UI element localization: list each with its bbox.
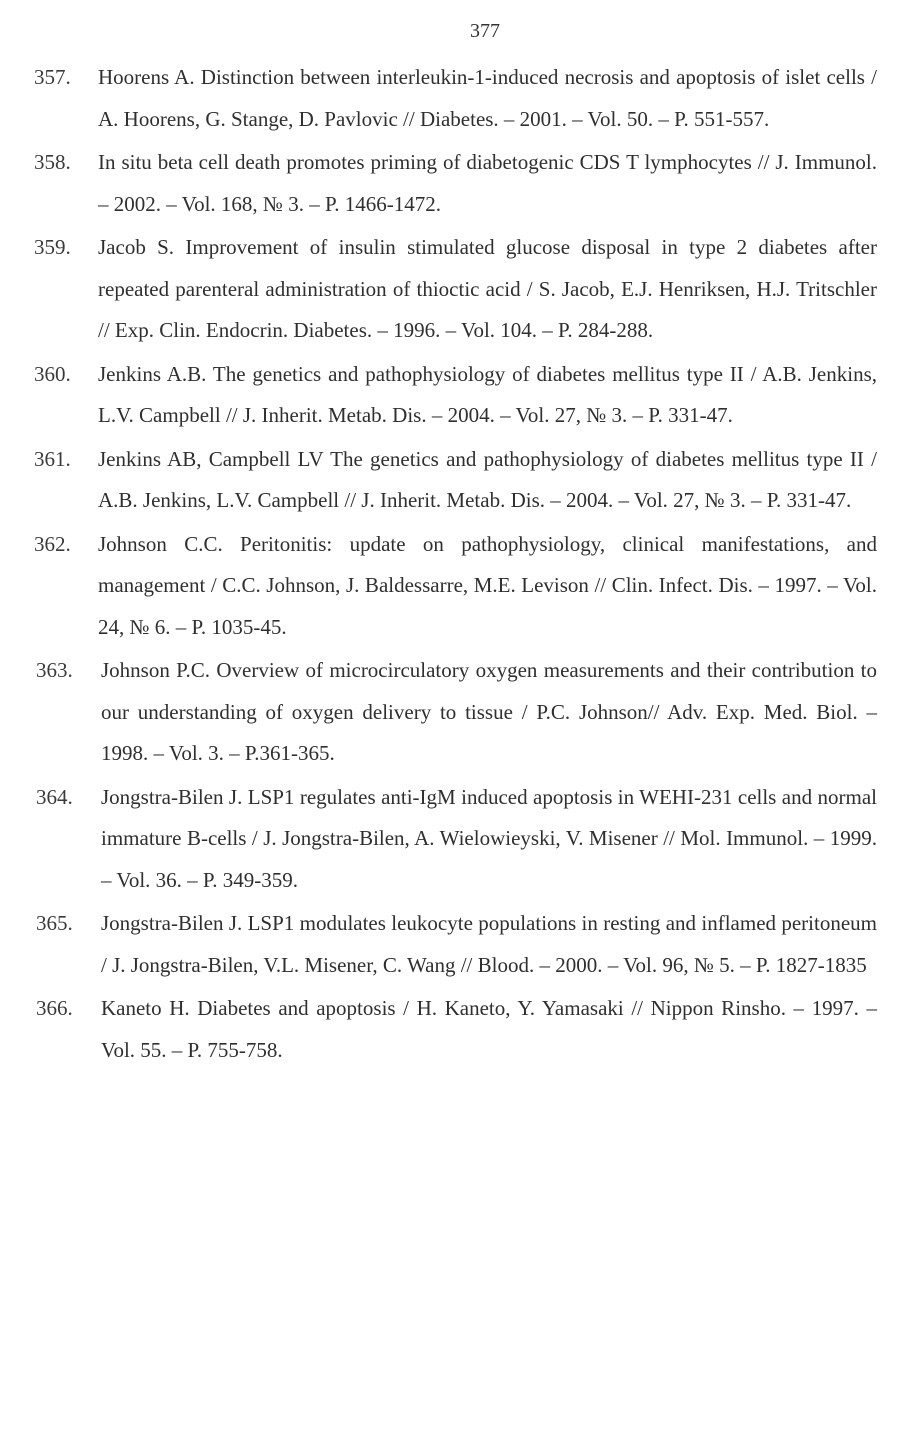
reference-number: 359.	[34, 235, 71, 259]
reference-item	[0, 142, 913, 225]
reference-number: 361.	[34, 446, 71, 471]
reference-number: 360.	[34, 361, 71, 386]
reference-text: Kaneto H. Diabetes and apoptosis / H. Kaneto, Y. Yamasaki // Nippon Rinsho. – 1997. – Vol. 55. – P. 755-758.	[101, 996, 877, 1062]
reference-item	[0, 777, 913, 902]
reference-item	[0, 439, 913, 522]
reference-item	[0, 354, 913, 437]
reference-text: Jongstra-Bilen J. LSP1 regulates anti-IgM induced apoptosis in WEHI-231 cells and normal immature B-cells / J. Jongstra-Bilen, A. Wielowieyski, V. Misener // Mol. Immunol. – 1999. – Vol. 36. – P. 349-359.	[101, 784, 877, 892]
reference-number: 357.	[34, 65, 71, 89]
reference-number: 365.	[36, 911, 73, 935]
reference-item	[0, 988, 913, 1071]
reference-text: Johnson C.C. Peritonitis: update on pathophysiology, clinical manifestations, and management / C.C. Johnson, J. Baldessarre, M.E. Levison // Clin. Infect. Dis. – 1997. – Vol. 24, № 6. – P. 1035-45.	[98, 531, 877, 639]
reference-item	[0, 57, 913, 140]
reference-text: Hoorens A. Distinction between interleukin-1-induced necrosis and apoptosis of islet cells / A. Hoorens, G. Stange, D. Pavlovic // Diabetes. – 2001. – Vol. 50. – P. 551-557.	[98, 65, 877, 131]
reference-list	[0, 57, 913, 1073]
reference-text: Jongstra-Bilen J. LSP1 modulates leukocyte populations in resting and inflamed peritoneum / J. Jongstra-Bilen, V.L. Misener, C. Wang // Blood. – 2000. – Vol. 96, № 5. – P. 1827-1835	[101, 911, 877, 977]
reference-number: 364.	[36, 784, 73, 809]
reference-item	[0, 227, 913, 352]
reference-number: 363.	[36, 658, 73, 682]
reference-number: 358.	[34, 150, 71, 174]
reference-text: Jenkins AB, Campbell LV The genetics and pathophysiology of diabetes mellitus type II / A.B. Jenkins, L.V. Campbell // J. Inherit. Metab. Dis. – 2004. – Vol. 27, № 3. – P. 331-47.	[98, 446, 877, 512]
reference-item	[0, 524, 913, 649]
page-number: 377	[470, 20, 500, 42]
reference-number: 362.	[34, 531, 71, 556]
reference-text: In situ beta cell death promotes priming of diabetogenic CDS T lymphocytes // J. Immunol. – 2002. – Vol. 168, № 3. – P. 1466-1472.	[98, 150, 877, 216]
reference-text: Johnson P.C. Overview of microcirculatory oxygen measurements and their contribution to our understanding of oxygen delivery to tissue / P.C. Johnson// Adv. Exp. Med. Biol. – 1998. – Vol. 3. – P.361-365.	[101, 658, 877, 765]
reference-item	[0, 903, 913, 986]
reference-item	[0, 650, 913, 775]
reference-text: Jacob S. Improvement of insulin stimulated glucose disposal in type 2 diabetes after repeated parenteral administration of thioctic acid / S. Jacob, E.J. Henriksen, H.J. Tritschler // Exp. Clin. Endocrin. Diabetes. – 1996. – Vol. 104. – P. 284-288.	[98, 235, 877, 342]
reference-text: Jenkins A.B. The genetics and pathophysiology of diabetes mellitus type II / A.B. Jenkins, L.V. Campbell // J. Inherit. Metab. Dis. – 2004. – Vol. 27, № 3. – P. 331-47.	[98, 361, 877, 427]
reference-number: 366.	[36, 996, 73, 1020]
